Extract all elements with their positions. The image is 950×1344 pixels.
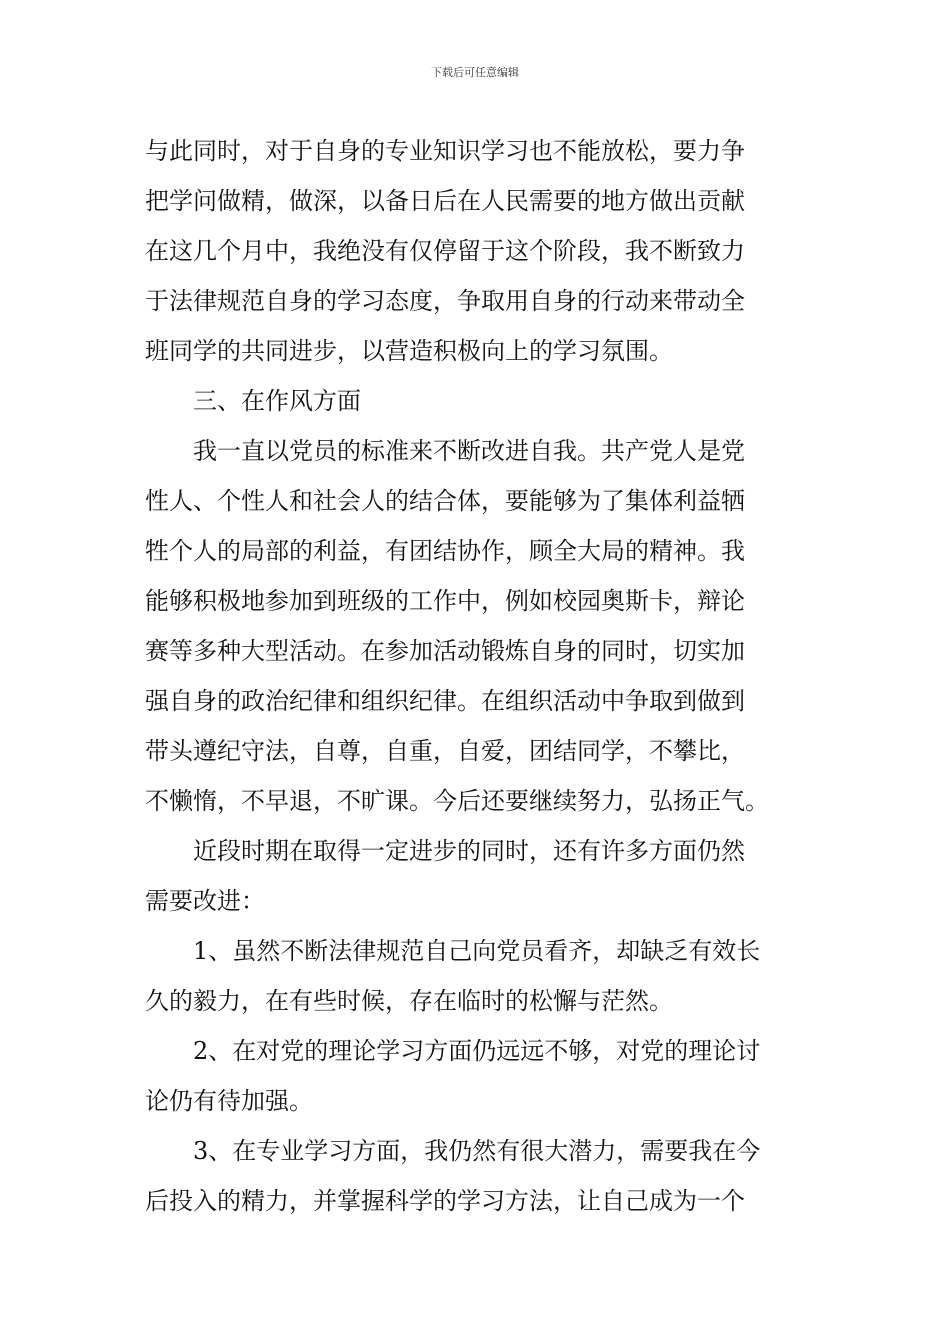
section-heading: 三、在作风方面 bbox=[193, 387, 361, 415]
text-line: 久的毅力，在有些时候，存在临时的松懈与茫然。 bbox=[145, 987, 673, 1015]
text-line: 性人、个性人和社会人的结合体，要能够为了集体利益牺 bbox=[145, 487, 745, 515]
list-item-3: 3、在专业学习方面，我仍然有很大潜力，需要我在今 bbox=[193, 1137, 761, 1165]
text-line: 把学问做精，做深，以备日后在人民需要的地方做出贡献 bbox=[145, 187, 745, 215]
text-line: 在这几个月中，我绝没有仅停留于这个阶段，我不断致力 bbox=[145, 237, 745, 265]
text-line: 班同学的共同进步，以营造积极向上的学习氛围。 bbox=[145, 337, 673, 365]
text-line: 强自身的政治纪律和组织纪律。在组织活动中争取到做到 bbox=[145, 687, 745, 715]
text-line: 论仍有待加强。 bbox=[145, 1087, 313, 1115]
text-line: 牲个人的局部的利益，有团结协作，顾全大局的精神。我 bbox=[145, 537, 745, 565]
text-line: 后投入的精力，并掌握科学的学习方法，让自己成为一个 bbox=[145, 1187, 745, 1215]
text-line: 带头遵纪守法，自尊，自重，自爱，团结同学，不攀比， bbox=[145, 737, 745, 765]
text-line: 赛等多种大型活动。在参加活动锻炼自身的同时，切实加 bbox=[145, 637, 745, 665]
page-header: 下载后可任意编辑 bbox=[431, 66, 519, 79]
list-item-2: 2、在对党的理论学习方面仍远远不够，对党的理论讨 bbox=[193, 1037, 761, 1065]
list-item-1: 1、虽然不断法律规范自己向党员看齐，却缺乏有效长 bbox=[193, 937, 761, 965]
text-line: 能够积极地参加到班级的工作中，例如校园奥斯卡，辩论 bbox=[145, 587, 745, 615]
text-line: 需要改进： bbox=[145, 887, 265, 915]
text-line: 我一直以党员的标准来不断改进自我。共产党人是党 bbox=[193, 437, 745, 465]
text-line: 近段时期在取得一定进步的同时，还有许多方面仍然 bbox=[193, 837, 745, 865]
text-line: 不懒惰，不早退，不旷课。今后还要继续努力，弘扬正气。 bbox=[145, 787, 769, 815]
text-line: 于法律规范自身的学习态度，争取用自身的行动来带动全 bbox=[145, 287, 745, 315]
text-line: 与此同时，对于自身的专业知识学习也不能放松，要力争 bbox=[145, 137, 745, 165]
document-body bbox=[145, 126, 810, 1226]
